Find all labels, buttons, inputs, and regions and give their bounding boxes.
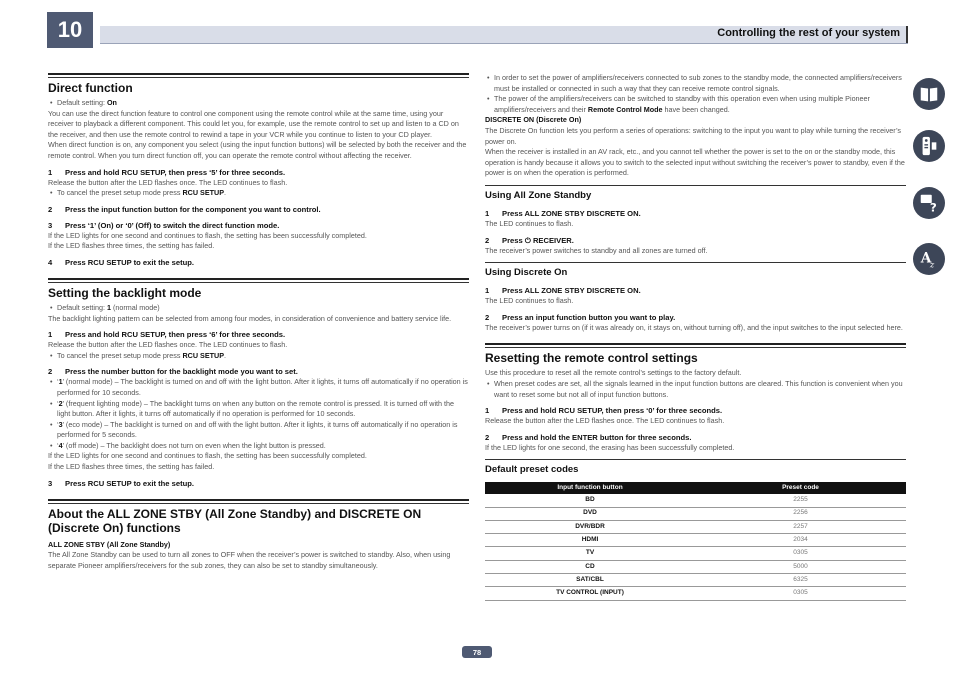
remote-control-icon[interactable] bbox=[913, 130, 945, 162]
subsection-rule bbox=[485, 185, 906, 186]
direct-paragraph-1: You can use the direct function feature to control one component using the remote control while at the same time, using your receiver to playback a different component. This could let you, for example, use the remote control to set up and listen to a CD on the receiver, and then use the remote control to rewind a tape in your VCR while you continue to listen to your CD player. bbox=[48, 108, 459, 139]
code-cell: 2256 bbox=[695, 507, 906, 520]
code-cell: 0305 bbox=[695, 547, 906, 560]
backlight-note-2: If the LED flashes three times, the setting has failed. bbox=[48, 462, 215, 472]
preset-codes-table bbox=[485, 482, 906, 600]
code-cell: 6325 bbox=[695, 574, 906, 587]
code-cell: 5000 bbox=[695, 560, 906, 573]
input-cell: TV bbox=[485, 547, 695, 560]
svg-text:A: A bbox=[920, 250, 932, 267]
column-header-code: Preset code bbox=[695, 482, 906, 494]
direct-step-4: 4 Press RCU SETUP to exit the setup. bbox=[48, 257, 194, 267]
reset-step-1-note: Release the button after the LED flashes once. The LED continues to flash. bbox=[485, 416, 725, 426]
section-rule bbox=[48, 73, 469, 75]
subsection-rule bbox=[485, 459, 906, 460]
using-discrete-on-heading: Using Discrete On bbox=[485, 267, 568, 279]
don-step-2: 2 Press an input function button you want to play. bbox=[485, 312, 676, 322]
reset-step-2-note: If the LED lights for one second, the erasing has been successfully completed. bbox=[485, 442, 735, 452]
header-endmark bbox=[906, 26, 908, 43]
left-column bbox=[48, 73, 469, 571]
chapter-number: 10 bbox=[47, 12, 93, 48]
section-rule-thin bbox=[485, 347, 906, 348]
table-row bbox=[485, 547, 906, 560]
table-row bbox=[485, 574, 906, 587]
section-rule bbox=[48, 499, 469, 501]
discrete-on-paragraph-2: When the receiver is installed in an AV rack, etc., and you cannot tell whether the power is set to the on or the standby mode, this operation is handy because it allows you to switch to the selected input without switching the receiver’s power to standby, even if the power is on when the operation is performed. bbox=[485, 147, 905, 178]
backlight-step-1: 1 Press and hold RCU SETUP, then press ‘6’ for three seconds. bbox=[48, 330, 286, 340]
input-cell: SAT/CBL bbox=[485, 574, 695, 587]
using-all-zone-standby-heading: Using All Zone Standby bbox=[485, 189, 592, 201]
section-rule-thin bbox=[48, 282, 469, 283]
input-cell: DVD bbox=[485, 507, 695, 520]
azs-step-2: 2 Press ⏻ RECEIVER. bbox=[485, 235, 574, 245]
backlight-step-1-note: Release the button after the LED flashes once. The LED continues to flash. bbox=[48, 340, 288, 350]
don-step-2-note: The receiver’s power turns on (if it was already on, it stays on, without turning off), and the input switches to the input selected here. bbox=[485, 322, 903, 332]
table-header-row bbox=[485, 482, 906, 494]
table-row bbox=[485, 520, 906, 533]
discrete-on-subheading: DISCRETE ON (Discrete On) bbox=[485, 115, 582, 125]
input-cell: TV CONTROL (INPUT) bbox=[485, 587, 695, 600]
azs-step-1-note: The LED continues to flash. bbox=[485, 218, 574, 228]
backlight-mode-3: • ‘3’ (eco mode) – The backlight is turned on and off with the light button. After it lights, it turns off automatically if no operation is performed for 5 seconds. bbox=[48, 420, 469, 441]
table-row bbox=[485, 587, 906, 600]
book-icon[interactable] bbox=[913, 78, 945, 110]
column-header-input: Input function button bbox=[485, 482, 695, 494]
backlight-default-setting: • Default setting: 1 (normal mode) bbox=[48, 303, 469, 314]
all-zone-subheading: ALL ZONE STBY (All Zone Standby) bbox=[48, 539, 171, 549]
svg-text:?: ? bbox=[929, 200, 937, 214]
input-cell: HDMI bbox=[485, 534, 695, 547]
help-icon[interactable] bbox=[913, 187, 945, 219]
reset-bullet: • When preset codes are set, all the signals learned in the input function buttons are cleared. This function is convenient when you want to reset some but not all of input function buttons. bbox=[485, 379, 906, 400]
reset-heading: Resetting the remote control settings bbox=[485, 351, 698, 366]
glossary-icon[interactable] bbox=[913, 243, 945, 275]
don-step-1-note: The LED continues to flash. bbox=[485, 296, 574, 306]
power-icon: ⏻ bbox=[524, 235, 531, 245]
table-row bbox=[485, 560, 906, 573]
input-cell: BD bbox=[485, 494, 695, 507]
azs-step-1: 1 Press ALL ZONE STBY DISCRETE ON. bbox=[485, 208, 641, 218]
table-row bbox=[485, 507, 906, 520]
direct-default-setting: • Default setting: On bbox=[48, 98, 469, 109]
backlight-mode-2: • ‘2’ (frequent lighting mode) – The backlight turns on when any button on the remote control is pressed. It is turned off with the light button. After it lights, it turns off automatically if no operation is performed for 10 seconds. bbox=[48, 399, 469, 420]
code-cell: 0305 bbox=[695, 587, 906, 600]
section-rule-thin bbox=[48, 503, 469, 504]
all-zone-heading: About the ALL ZONE STBY (All Zone Standby) and DISCRETE ON (Discrete On) functions bbox=[48, 506, 422, 535]
header-title: Controlling the rest of your system bbox=[717, 27, 900, 39]
azs-step-2-note: The receiver’s power switches to standby and all zones are turned off. bbox=[485, 245, 708, 255]
don-step-1: 1 Press ALL ZONE STBY DISCRETE ON. bbox=[485, 286, 641, 296]
subsection-rule bbox=[485, 262, 906, 263]
section-rule-thin bbox=[48, 77, 469, 78]
code-cell: 2034 bbox=[695, 534, 906, 547]
section-rule bbox=[48, 278, 469, 280]
running-header bbox=[100, 26, 908, 44]
code-cell: 2257 bbox=[695, 520, 906, 533]
code-cell: 2255 bbox=[695, 494, 906, 507]
svg-text:z: z bbox=[929, 259, 935, 270]
backlight-note-1: If the LED lights for one second and continues to flash, the setting has been successfully completed. bbox=[48, 451, 367, 461]
all-zone-paragraph: The All Zone Standby can be used to turn all zones to OFF when the receiver’s power is switched to standby. Also, when using separate Pioneer amplifiers/receivers for the sub zones, they can also be set to standby simultaneously. bbox=[48, 550, 451, 570]
backlight-step-1-bullet: • To cancel the preset setup mode press RCU SETUP. bbox=[48, 351, 469, 362]
direct-step-1-note: Release the button after the LED flashes once. The LED continues to flash. bbox=[48, 177, 288, 187]
input-cell: CD bbox=[485, 560, 695, 573]
table-row bbox=[485, 494, 906, 507]
reset-step-1: 1 Press and hold RCU SETUP, then press ‘0’ for three seconds. bbox=[485, 406, 723, 416]
direct-step-3: 3 Press ‘1’ (On) or ‘0’ (Off) to switch the direct function mode. bbox=[48, 220, 280, 230]
section-rule bbox=[485, 343, 906, 345]
all-zone-bullet-1: • In order to set the power of amplifiers/receivers connected to sub zones to the standby mode, the connected amplifiers/receivers must be installed or connected in such a way that they can receive remote control signals. bbox=[485, 73, 906, 94]
table-row bbox=[485, 534, 906, 547]
discrete-on-paragraph-1: The Discrete On function lets you perform a series of operations: switching to the input you want to play while turning the receiver’s power on. bbox=[485, 125, 902, 146]
backlight-step-3: 3 Press RCU SETUP to exit the setup. bbox=[48, 478, 194, 488]
all-zone-bullet-2: • The power of the amplifiers/receivers can be switched to standby with this operation even when using multiple Pioneer amplifiers/receivers and their Remote Control Mode have been changed. bbox=[485, 94, 906, 115]
direct-step-3-note-2: If the LED flashes three times, the setting has failed. bbox=[48, 241, 215, 251]
preset-codes-heading: Default preset codes bbox=[485, 464, 579, 476]
reset-paragraph: Use this procedure to reset all the remote control’s settings to the factory default. bbox=[485, 368, 742, 378]
direct-step-3-note-1: If the LED lights for one second and continues to flash, the setting has been successfully completed. bbox=[48, 230, 367, 240]
backlight-heading: Setting the backlight mode bbox=[48, 285, 202, 300]
reset-step-2: 2 Press and hold the ENTER button for three seconds. bbox=[485, 432, 692, 442]
input-cell: DVR/BDR bbox=[485, 520, 695, 533]
backlight-step-2: 2 Press the number button for the backlight mode you want to set. bbox=[48, 367, 298, 377]
page-number: 78 bbox=[462, 646, 492, 658]
right-column bbox=[485, 73, 906, 601]
direct-paragraph-2: When direct function is on, any component you select (using the input function buttons) will be selected by both the receiver and the remote control. When you turn direct function off, you can operate the remote control without affecting the receiver. bbox=[48, 140, 467, 160]
direct-step-2: 2 Press the input function button for the component you want to control. bbox=[48, 204, 321, 214]
backlight-mode-4: • ‘4’ (off mode) – The backlight does not turn on even when the light button is pressed. bbox=[48, 441, 469, 452]
backlight-paragraph: The backlight lighting pattern can be selected from among four modes, in consideration of convenience and battery service life. bbox=[48, 313, 452, 323]
direct-step-1: 1 Press and hold RCU SETUP, then press ‘5’ for three seconds. bbox=[48, 167, 286, 177]
backlight-mode-1: • ‘1’ (normal mode) – The backlight is turned on and off with the light button. After it lights, it turns off automatically if no operation is performed for 10 seconds. bbox=[48, 377, 469, 398]
direct-function-heading: Direct function bbox=[48, 81, 133, 95]
direct-step-1-bullet: • To cancel the preset setup mode press RCU SETUP. bbox=[48, 188, 469, 199]
